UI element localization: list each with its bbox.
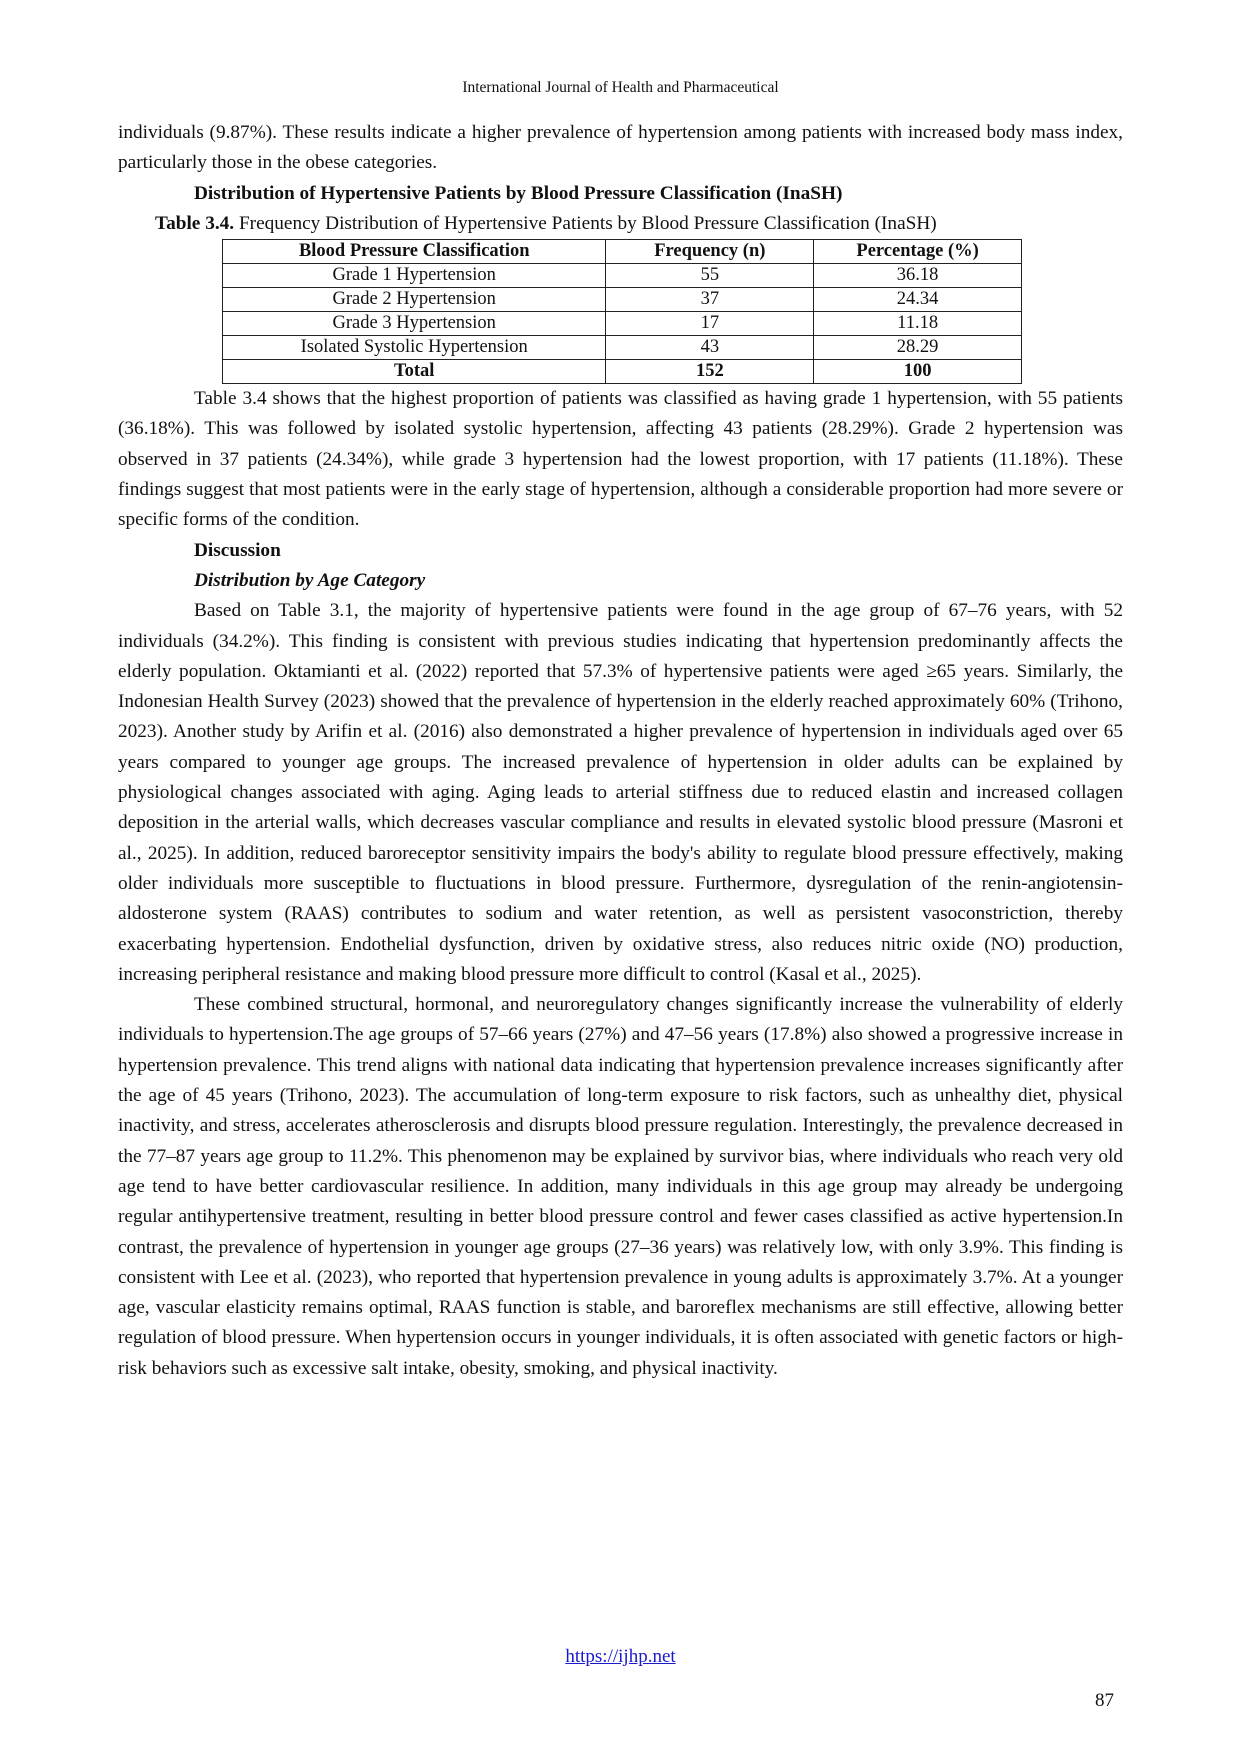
journal-link[interactable]: https://ijhp.net xyxy=(565,1646,676,1667)
discussion-heading: Discussion xyxy=(194,539,281,561)
table-caption xyxy=(155,209,1123,239)
discussion-paragraph-1: Based on Table 3.1, the majority of hypertensive patients were found in the age group of 67–76 years, with 52 individuals (34.2%). This finding is consistent with previous studies indicating that hypertension predominantly affects the elderly population. Oktamianti et al. (2022) reported that 57.3% of hypertensive patients were aged ≥65 years. Similarly, the Indonesian Health Survey (2023) showed that the prevalence of hypertension in the elderly reached approximately 60% (Trihono, 2023). Another study by Arifin et al. (2016) also demonstrated a higher prevalence of hypertension in individuals aged over 65 years compared to younger age groups. The increased prevalence of hypertension in older adults can be explained by physiological changes associated with aging. Aging leads to arterial stiffness due to reduced elastin and increased collagen deposition in the arterial walls, which decreases vascular compliance and results in elevated systolic blood pressure (Masroni et al., 2025). In addition, reduced baroreceptor sensitivity impairs the body's ability to regulate blood pressure effectively, making older individuals more susceptible to fluctuations in blood pressure. Furthermore, dysregulation of the renin-angiotensin-aldosterone system (RAAS) contributes to sodium and water retention, as well as persistent vasoconstriction, thereby exacerbating hypertension. Endothelial dysfunction, driven by oxidative stress, also reduces nitric oxide (NO) production, increasing peripheral resistance and making blood pressure more difficult to control (Kasal et al., 2025). xyxy=(118,600,1123,985)
table-cell: Grade 2 Hypertension xyxy=(223,288,606,312)
table-total-cell: 100 xyxy=(814,360,1022,384)
table-row xyxy=(223,288,1022,312)
discussion-paragraph-2: These combined structural, hormonal, and neuroregulatory changes significantly increase the vulnerability of elderly individuals to hypertension.The age groups of 57–66 years (27%) and 47–56 years (17.8%) also showed a progressive increase in hypertension prevalence. This trend aligns with national data indicating that hypertension prevalence increases significantly after the age of 45 years (Trihono, 2023). The accumulation of long-term exposure to risk factors, such as unhealthy diet, physical inactivity, and stress, accelerates atherosclerosis and disrupts blood pressure regulation. Interestingly, the prevalence decreased in the 77–87 years age group to 11.2%. This phenomenon may be explained by survivor bias, where individuals who reach very old age tend to have better cardiovascular resilience. In addition, many individuals in this age group may already be undergoing regular antihypertensive treatment, resulting in better blood pressure control and fewer cases classified as active hypertension.In contrast, the prevalence of hypertension in younger age groups (27–36 years) was relatively low, with only 3.9%. This finding is consistent with Lee et al. (2023), who reported that hypertension prevalence in young adults is approximately 3.7%. At a younger age, vascular elasticity remains optimal, RAAS function is stable, and baroreflex mechanisms are still effective, allowing better regulation of blood pressure. When hypertension occurs in younger individuals, it is often associated with genetic factors or high-risk behaviors such as excessive salt intake, obesity, smoking, and physical inactivity. xyxy=(118,994,1123,1379)
table-cell: 37 xyxy=(606,288,814,312)
page-body xyxy=(118,118,1123,1384)
table-header-cell: Percentage (%) xyxy=(814,240,1022,264)
table-cell: 17 xyxy=(606,312,814,336)
table-caption-label: Table 3.4. xyxy=(155,212,235,234)
table-cell: 28.29 xyxy=(814,336,1022,360)
table-row xyxy=(223,312,1022,336)
table-discussion-paragraph: Table 3.4 shows that the highest proportion of patients was classified as having grade 1 hypertension, with 55 patients (36.18%). This was followed by isolated systolic hypertension, affecting 43 patients (28.29%). Grade 2 hypertension was observed in 37 patients (24.34%), while grade 3 hypertension had the lowest proportion, with 17 patients (11.18%). These findings suggest that most patients were in the early stage of hypertension, although a considerable proportion had more severe or specific forms of the condition. xyxy=(118,388,1123,531)
table-caption-text: Frequency Distribution of Hypertensive Patients by Blood Pressure Classification (InaSH) xyxy=(234,212,937,234)
table-cell: Isolated Systolic Hypertension xyxy=(223,336,606,360)
table-cell: 55 xyxy=(606,264,814,288)
discussion-subheading: Distribution by Age Category xyxy=(194,569,426,591)
table-header-row xyxy=(223,240,1022,264)
frequency-table xyxy=(222,239,1022,384)
table-cell: 24.34 xyxy=(814,288,1022,312)
table-header-cell: Frequency (n) xyxy=(606,240,814,264)
section-title: Distribution of Hypertensive Patients by Blood Pressure Classification (InaSH) xyxy=(194,182,843,204)
page-number: 87 xyxy=(1095,1690,1114,1711)
journal-header: International Journal of Health and Pharmaceutical xyxy=(462,79,779,96)
table-total-cell: 152 xyxy=(606,360,814,384)
table-cell: Grade 1 Hypertension xyxy=(223,264,606,288)
table-cell: 36.18 xyxy=(814,264,1022,288)
table-cell: Grade 3 Hypertension xyxy=(223,312,606,336)
table-row xyxy=(223,336,1022,360)
table-header-cell: Blood Pressure Classification xyxy=(223,240,606,264)
intro-paragraph: individuals (9.87%). These results indicate a higher prevalence of hypertension among patients with increased body mass index, particularly those in the obese categories. xyxy=(118,122,1123,174)
table-cell: 11.18 xyxy=(814,312,1022,336)
table-cell: 43 xyxy=(606,336,814,360)
table-total-row xyxy=(223,360,1022,384)
table-row xyxy=(223,264,1022,288)
table-total-cell: Total xyxy=(223,360,606,384)
